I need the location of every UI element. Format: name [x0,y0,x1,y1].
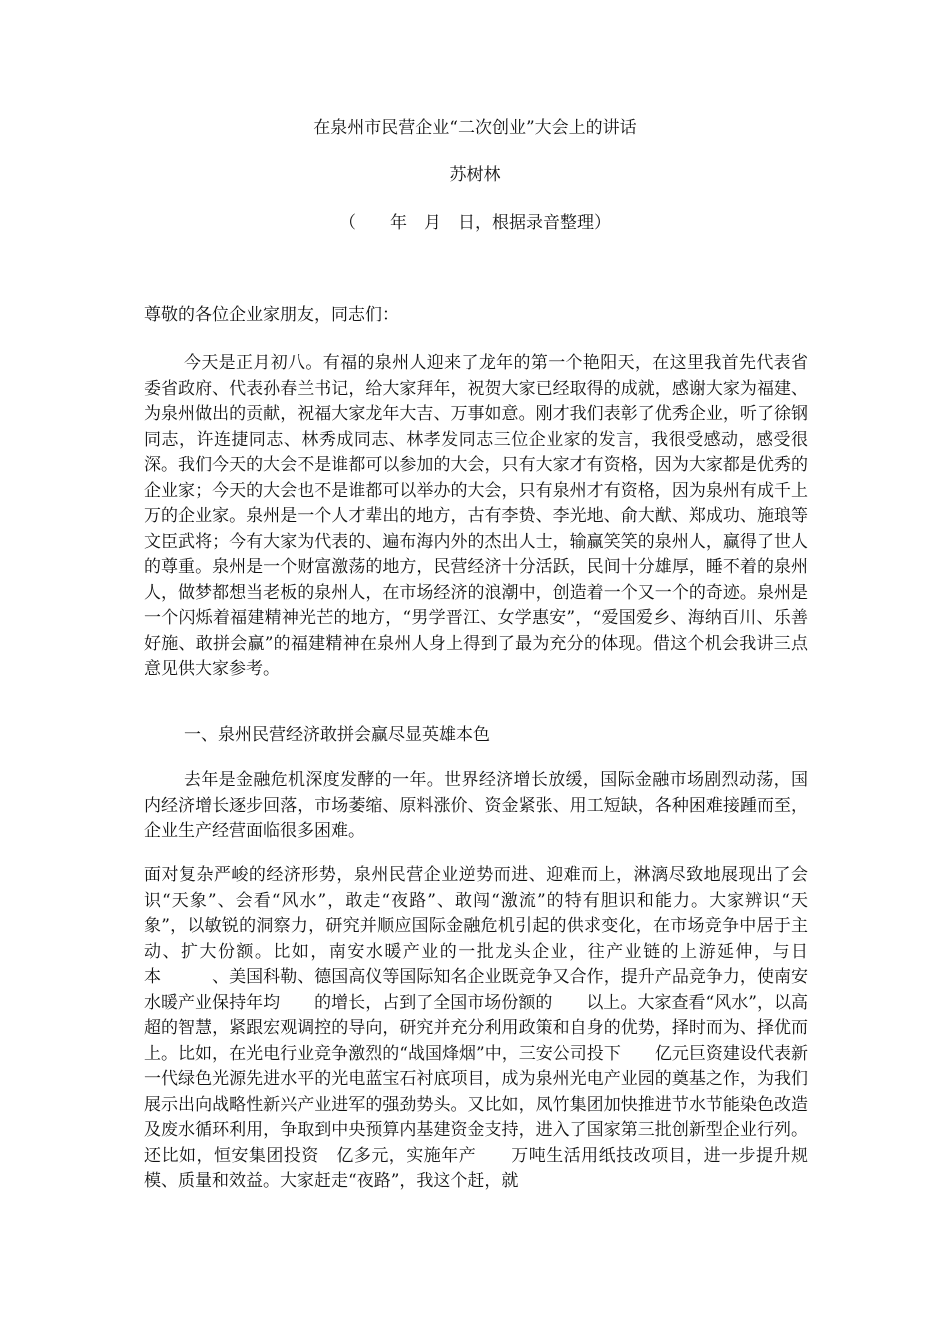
paragraph-text: 面对复杂严峻的经济形势，泉州民营企业逆势而进、迎难而上，淋漓尽致地展现出了会识“天象”、会看“风水”，敢走“夜路”、敢闯“激流”的特有胆识和能力。大家辨识“天象”，以敏锐的洞察力，研究并顺应国际金融危机引起的供求变化，在市场竞争中居于主动、扩大份额。比如，南安水暖产业的一批龙头企业，往产业链的上游延伸，与日本 、美国科勒、德国高仪等国际知名企业既竞争又合作，提升产品竞争力，使南安水暖产业保持年均 的增长，占到了全国市场份额的 以上。大家查看“风水”，以高超的智慧，紧跟宏观调控的导向，研究并充分利用政策和自身的优势，择时而为、择优而上。比如，在光电行业竞争激烈的“战国烽烟”中，三安公司投下 亿元巨资建设代表新一代绿色光源先进水平的光电蓝宝石衬底项目，成为泉州光电产业园的奠基之作，为我们展示出向战略性新兴产业进军的强劲势头。又比如，凤竹集团加快推进节水节能染色改造及废水循环利用，争取到中央预算内基建资金支持，进入了国家第三批创新型企业行列。还比如，恒安集团投资 亿多元，实施年产 万吨生活用纸技改项目，进一步提升规模、质量和效益。大家赶走“夜路”，我这个赶，就 [144,865,808,1191]
paragraph-response [144,863,808,1195]
date-note: （ 年 月 日，根据录音整理） [339,213,611,233]
paragraph-text: 今天是正月初八。有福的泉州人迎来了龙年的第一个艳阳天，在这里我首先代表省委省政府、代表孙春兰书记，给大家拜年，祝贺大家已经取得的成就，感谢大家为福建、为泉州做出的贡献，祝福大家龙年大吉、万事如意。刚才我们表彰了优秀企业，听了徐钢同志，许连捷同志、林秀成同志、林孝发同志三位企业家的发言，我很受感动，感受很深。我们今天的大会不是谁都可以参加的大会，只有大家才有资格，因为大家都是优秀的企业家；今天的大会也不是谁都可以举办的大会，只有泉州才有资格，因为泉州有成千上万的企业家。泉州是一个人才辈出的地方，古有李贽、李光地、俞大猷、郑成功、施琅等文臣武将；今有大家为代表的、遍布海内外的杰出人士，输赢笑笑的泉州人，赢得了世人的尊重。泉州是一个财富激荡的地方，民营经济十分活跃，民间十分雄厚，睡不着的泉州人，做梦都想当老板的泉州人，在市场经济的浪潮中，创造着一个又一个的奇迹。泉州是一个闪烁着福建精神光芒的地方，“男学晋江、女学惠安”，“爱国爱乡、海纳百川、乐善好施、敢拼会赢”的福建精神在泉州人身上得到了最为充分的体现。借这个机会我讲三点意见供大家参考。 [144,353,808,679]
paragraph-opening [144,351,808,683]
paragraph-crisis [144,768,808,845]
section-heading-1 [144,723,808,749]
speaker-name: 苏树林 [449,165,501,185]
greeting-text: 尊敬的各位企业家朋友，同志们： [144,305,399,325]
greeting [144,303,808,329]
speech-title: 在泉州市民营企业“二次创业”大会上的讲话 [313,118,637,138]
section-heading-text: 一、泉州民营经济敢拼会赢尽显英雄本色 [184,725,490,745]
paragraph-text: 去年是金融危机深度发酵的一年。世界经济增长放缓，国际金融市场剧烈动荡，国内经济增长逐步回落，市场萎缩、原料涨价、资金紧张、用工短缺，各种困难接踵而至，企业生产经营面临很多困难。 [144,770,808,841]
